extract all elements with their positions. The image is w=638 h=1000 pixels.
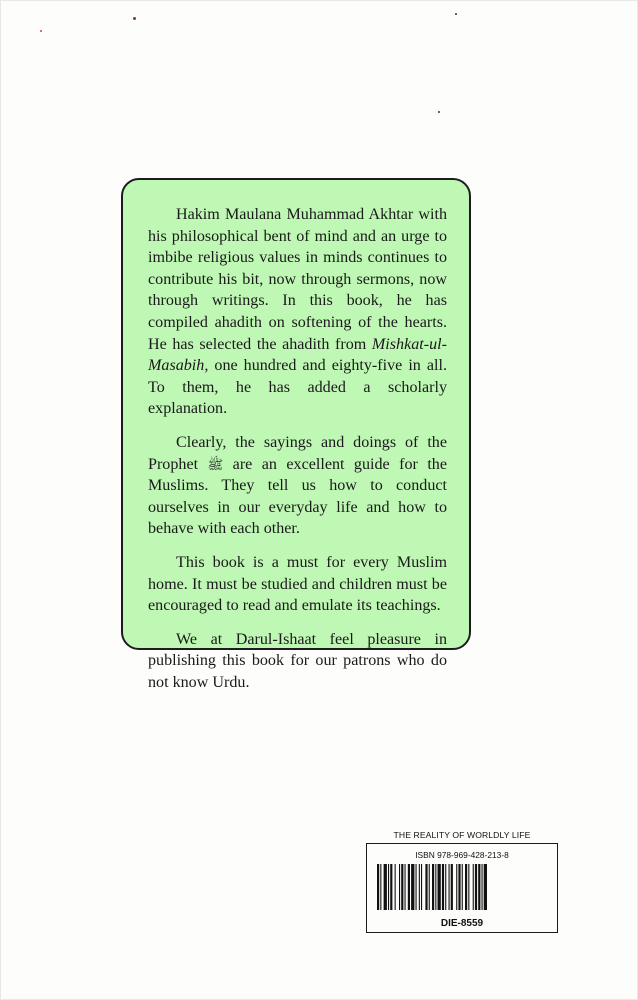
barcode-bar [462, 864, 463, 910]
barcode-bar [429, 864, 430, 910]
barcode-bar [438, 864, 441, 910]
barcode-bar [465, 864, 467, 910]
barcode-bar [421, 864, 422, 910]
barcode-bar [473, 864, 474, 910]
barcode-bar [408, 864, 410, 910]
barcode-bar [445, 864, 446, 910]
barcode-bar [416, 864, 417, 910]
barcode-bar [435, 864, 436, 910]
print-speck [133, 17, 136, 20]
product-code: DIE-8559 [440, 918, 484, 929]
barcode-bar [380, 864, 381, 910]
barcode-bar [405, 864, 406, 910]
book-title-reference: Mishkat-ul-Masabih, [148, 335, 447, 375]
barcode-frame [366, 843, 558, 933]
print-speck [438, 111, 440, 113]
barcode-bar [442, 864, 444, 910]
blurb-text: are an excellent guide for the Muslims. They tell us how to conduct ourselves in our everyday life and how to behave with each other. [148, 455, 447, 538]
barcode-bar [411, 864, 414, 910]
isbn-barcode-block [366, 830, 558, 933]
blurb-text: one hundred and eighty-five in all. To them, he has added a scholarly explanation. [148, 357, 447, 418]
barcode-bar [458, 864, 460, 910]
barcode-bar [432, 864, 434, 910]
blurb-text: Clearly, the sayings and doings of the Prophet [148, 433, 447, 473]
isbn-number: ISBN 978-969-428-213-8 [415, 850, 509, 860]
blurb-panel [121, 178, 471, 691]
print-speck [40, 30, 42, 32]
barcode-bar [384, 864, 387, 910]
barcode-bar [449, 864, 450, 910]
blurb-text: Hakim Maulana Muhammad Akhtar with his philosophical bent of mind and an urge to imbibe religious values in minds continues to contribute his bit, now through sermons, now through writings. In this book, he has compiled ahadith on softening of the hearts. He has selected the ahadith from [148, 206, 447, 353]
barcode-bar [475, 864, 477, 910]
salutation-glyph: ﷺ [207, 456, 224, 472]
barcode-bar [451, 864, 453, 910]
barcode-bar [484, 864, 487, 910]
print-speck [455, 13, 457, 15]
barcode-bar [377, 864, 379, 910]
barcode-bar [456, 864, 457, 910]
barcode-book-title: THE REALITY OF WORLDLY LIFE [393, 830, 531, 840]
barcode-image [377, 864, 547, 910]
barcode-bar [425, 864, 427, 910]
barcode-bar [401, 864, 403, 910]
blurb-paragraph-1 [148, 204, 447, 420]
blurb-paragraph-2 [148, 432, 447, 540]
barcode-bar [478, 864, 480, 910]
blurb-paragraph-4: We at Darul-Ishaat feel pleasure in publishing this book for our patrons who do not know Urdu. [148, 630, 447, 691]
barcode-bar [395, 864, 396, 910]
barcode-bar [419, 864, 420, 910]
barcode-bar [399, 864, 400, 910]
blurb-paragraph-3: This book is a must for every Muslim home. It must be studied and children must be encouraged to read and emulate its teachings. [148, 553, 447, 615]
barcode-bar [482, 864, 483, 910]
barcode-bar [388, 864, 389, 910]
barcode-bar [468, 864, 469, 910]
barcode-bar [390, 864, 392, 910]
